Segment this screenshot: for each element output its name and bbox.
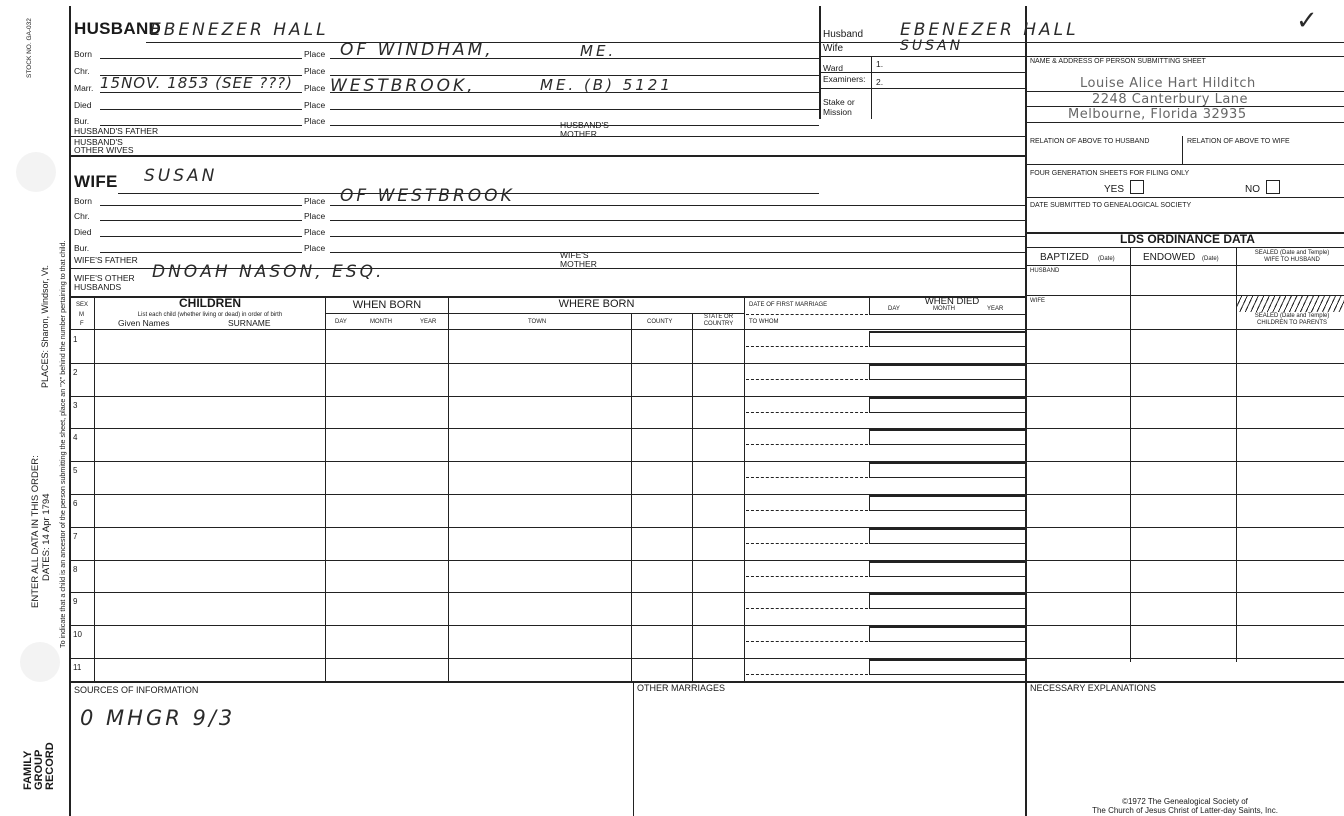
child-row-number: 2 xyxy=(73,367,78,377)
rt-wife-value: SUSAN xyxy=(900,38,964,54)
child-row-number: 1 xyxy=(73,335,78,344)
baptized-label: BAPTIZED xyxy=(1040,252,1089,263)
checkmark: ✓ xyxy=(1296,6,1318,36)
died-mid-line xyxy=(869,412,1025,413)
marriage-date-dash xyxy=(746,444,868,445)
child-row-number: 7 xyxy=(73,531,78,541)
no-label: NO xyxy=(1245,184,1260,195)
copyright-line-1: ©1972 The Genealogical Society of xyxy=(1122,797,1248,806)
other-marriages-label: OTHER MARRIAGES xyxy=(637,683,726,693)
died-mid-line xyxy=(869,641,1025,642)
marriage-date-dash xyxy=(746,543,868,544)
rt-husband-value: EBENEZER HALL xyxy=(900,20,1079,40)
row-divider xyxy=(70,363,1344,364)
row-divider xyxy=(70,396,1344,397)
died-line xyxy=(869,397,1025,399)
died-line xyxy=(869,331,1025,333)
surname-label: SURNAME xyxy=(228,318,271,328)
husband-marr-date: 15NOV. 1853 (SEE ???) xyxy=(100,74,293,92)
state-label-a: STATE OR xyxy=(703,314,734,320)
to-whom-label: TO WHOM xyxy=(749,319,779,325)
wife-died-label: Died xyxy=(74,227,92,237)
died-line xyxy=(869,528,1025,530)
husband-heading: HUSBAND xyxy=(74,19,162,38)
binder-hole-bottom xyxy=(20,642,60,682)
county-label: COUNTY xyxy=(647,319,673,325)
died-tick xyxy=(869,593,870,609)
wife-name: SUSAN xyxy=(144,166,218,186)
died-mid-line xyxy=(869,576,1025,577)
husband-born-state: ME. xyxy=(580,42,617,60)
born-year-label: YEAR xyxy=(420,319,437,325)
where-born-label: WHERE BORN xyxy=(558,298,635,310)
relation-wife-label: RELATION OF ABOVE TO WIFE xyxy=(1187,138,1290,145)
died-line xyxy=(869,495,1025,497)
sex-label: SEX xyxy=(76,302,89,308)
child-row-number: 4 xyxy=(73,433,78,443)
sex-m: M xyxy=(79,312,84,318)
given-names-label: Given Names xyxy=(118,318,170,328)
died-tick xyxy=(869,462,870,478)
binder-hole-top xyxy=(16,152,56,192)
first-marriage-label: DATE OF FIRST MARRIAGE xyxy=(749,302,828,308)
died-tick xyxy=(869,397,870,413)
state-label-b: COUNTRY xyxy=(703,321,734,327)
died-day-label: DAY xyxy=(888,306,900,312)
sex-f: F xyxy=(80,321,84,327)
husband-bur-label: Bur. xyxy=(74,116,90,126)
submitter-header: NAME & ADDRESS OF PERSON SUBMITTING SHEET xyxy=(1030,58,1206,65)
lds-wife-label: WIFE xyxy=(1030,298,1045,304)
died-line xyxy=(869,429,1025,431)
husband-chr-label: Chr. xyxy=(74,66,90,76)
child-row-number: 8 xyxy=(73,564,78,574)
submitter-city: Melbourne, Florida 32935 xyxy=(1068,107,1247,122)
sealed-wife-b: WIFE TO HUSBAND xyxy=(1264,257,1320,263)
child-row-number: 3 xyxy=(73,400,78,410)
husband-other-wives-label: HUSBAND'S OTHER WIVES xyxy=(74,137,134,155)
row-divider xyxy=(70,625,1344,626)
wife-bur-place-label: Place xyxy=(304,243,326,253)
wife-other-husbands: DNOAH NASON, ESQ. xyxy=(152,262,385,282)
husband-marr-place-label: Place xyxy=(304,83,326,93)
yes-checkbox[interactable] xyxy=(1130,180,1144,194)
died-year-label: YEAR xyxy=(987,306,1004,312)
child-row-number: 11 xyxy=(73,663,82,672)
child-row-number: 6 xyxy=(73,499,78,508)
born-day-label: DAY xyxy=(335,319,347,325)
died-line xyxy=(869,462,1025,464)
relation-husband-label: RELATION OF ABOVE TO HUSBAND xyxy=(1030,138,1150,145)
record-label: RECORD xyxy=(44,742,56,790)
submitter-street: 2248 Canterbury Lane xyxy=(1092,92,1249,107)
marriage-date-dash xyxy=(746,510,868,511)
endowed-date: (Date) xyxy=(1202,256,1219,262)
copyright-line-2: The Church of Jesus Christ of Latter-day Saints, Inc. xyxy=(1092,806,1278,815)
ward-num-1: 1. xyxy=(876,59,884,69)
husband-marr-state: ME. (B) 5121 xyxy=(540,76,673,94)
died-tick xyxy=(869,429,870,445)
died-tick xyxy=(869,561,870,577)
wife-chr-label: Chr. xyxy=(74,211,90,221)
row-divider xyxy=(70,461,1344,462)
wife-other-husbands-label: WIFE'S OTHER HUSBANDS xyxy=(74,273,135,292)
died-tick xyxy=(869,626,870,642)
stock-number: STOCK NO. GA-032 xyxy=(26,18,33,78)
ward-num-2: 2. xyxy=(876,77,884,87)
husband-father-label: HUSBAND'S FATHER xyxy=(74,126,159,136)
sealed-wife-a: SEALED (Date and Temple) xyxy=(1254,250,1330,256)
wife-heading: WIFE xyxy=(74,172,118,191)
husband-mother-label: HUSBAND'S MOTHER xyxy=(560,120,609,139)
died-mid-line xyxy=(869,674,1025,675)
rt-husband-label: Husband xyxy=(823,29,864,40)
husband-bur-place-label: Place xyxy=(304,116,326,126)
date-submitted-label: DATE SUBMITTED TO GENEALOGICAL SOCIETY xyxy=(1030,202,1192,209)
wife-mother-label: WIFE'S MOTHER xyxy=(560,250,597,269)
children-title: CHILDREN xyxy=(179,296,241,310)
husband-chr-place-label: Place xyxy=(304,66,326,76)
husband-born-label: Born xyxy=(74,49,92,59)
died-mid-line xyxy=(869,477,1025,478)
row-divider xyxy=(70,428,1344,429)
husband-born-place-label: Place xyxy=(304,49,326,59)
wife-born-place: OF WESTBROOK xyxy=(340,186,515,206)
sealed-children-b: CHILDREN TO PARENTS xyxy=(1256,320,1327,326)
wife-father-label: WIFE'S FATHER xyxy=(74,255,138,265)
endowed-label: ENDOWED xyxy=(1143,252,1196,263)
instruction-line: To indicate that a child is an ancestor of the person submitting the sheet, place an "X" behind the number pertaining to that child. xyxy=(58,240,67,648)
child-row-number: 10 xyxy=(73,630,82,640)
husband-marr-place: WESTBROOK, xyxy=(330,76,476,96)
died-month-label: MONTH xyxy=(933,306,955,312)
wife-chr-place-label: Place xyxy=(304,211,326,221)
baptized-date: (Date) xyxy=(1098,256,1115,262)
died-mid-line xyxy=(869,346,1025,347)
when-born-label: WHEN BORN xyxy=(352,299,422,311)
row-divider xyxy=(70,527,1344,528)
explanations-label: NECESSARY EXPLANATIONS xyxy=(1030,683,1157,693)
row-divider xyxy=(70,494,1344,495)
child-row-number: 9 xyxy=(73,597,78,607)
rt-wife-label: Wife xyxy=(823,43,843,54)
four-gen-label: FOUR GENERATION SHEETS FOR FILING ONLY xyxy=(1030,170,1190,177)
wife-born-place-label: Place xyxy=(304,196,326,206)
row-divider xyxy=(70,658,1344,659)
family-label: FAMILY xyxy=(22,750,34,790)
dates-line: DATES: 14 Apr 1794 xyxy=(41,493,52,581)
died-mid-line xyxy=(869,608,1025,609)
lds-husband-label: HUSBAND xyxy=(1030,268,1060,274)
died-tick xyxy=(869,331,870,347)
marriage-date-dash xyxy=(746,412,868,413)
hatched-cell xyxy=(1237,296,1344,312)
died-mid-line xyxy=(869,444,1025,445)
husband-marr-label: Marr. xyxy=(74,83,94,93)
husband-died-place-label: Place xyxy=(304,100,326,110)
died-line xyxy=(869,659,1025,661)
marriage-date-dash xyxy=(746,674,868,675)
died-tick xyxy=(869,659,870,675)
died-line xyxy=(869,561,1025,563)
died-tick xyxy=(869,528,870,544)
row-divider xyxy=(70,560,1344,561)
marriage-date-dash xyxy=(746,576,868,577)
sources-value: 0 MHGR 9/3 xyxy=(80,706,236,730)
marriage-date-dash xyxy=(746,346,868,347)
died-tick xyxy=(869,495,870,511)
marriage-date-dash xyxy=(746,608,868,609)
died-tick xyxy=(869,364,870,380)
died-line xyxy=(869,626,1025,628)
group-label: GROUP xyxy=(33,749,45,790)
child-row-number: 5 xyxy=(73,466,78,476)
examiners-label: Examiners: xyxy=(823,74,866,84)
lds-children-divider xyxy=(1026,329,1344,330)
marriage-date-dash xyxy=(746,477,868,478)
died-line xyxy=(869,364,1025,366)
wife-died-place-label: Place xyxy=(304,227,326,237)
stake-label: Stake or Mission xyxy=(823,97,855,117)
row-divider xyxy=(70,592,1344,593)
lds-title: LDS ORDINANCE DATA xyxy=(1120,232,1255,246)
no-checkbox[interactable] xyxy=(1266,180,1280,194)
died-line xyxy=(869,593,1025,595)
husband-died-label: Died xyxy=(74,100,92,110)
marriage-date-dash xyxy=(746,641,868,642)
sources-label: SOURCES OF INFORMATION xyxy=(74,685,199,695)
submitter-name: Louise Alice Hart Hilditch xyxy=(1080,76,1256,91)
died-mid-line xyxy=(869,379,1025,380)
yes-label: YES xyxy=(1104,184,1125,195)
born-month-label: MONTH xyxy=(370,319,392,325)
enter-data-line: ENTER ALL DATA IN THIS ORDER: xyxy=(30,455,41,608)
wife-born-label: Born xyxy=(74,196,92,206)
ward-label: Ward xyxy=(823,63,843,73)
died-mid-line xyxy=(869,543,1025,544)
places-line: PLACES: Sharon, Windsor, Vt. xyxy=(40,264,50,388)
when-died-label: WHEN DIED xyxy=(924,296,980,307)
sealed-children-a: SEALED (Date and Temple) xyxy=(1254,313,1330,319)
marriage-date-dash xyxy=(746,379,868,380)
town-label: TOWN xyxy=(528,319,547,325)
husband-born-place: OF WINDHAM, xyxy=(340,40,494,60)
children-instruction: List each child (whether living or dead) in order of birth xyxy=(137,312,283,318)
wife-bur-label: Bur. xyxy=(74,243,90,253)
husband-name: EBENEZER HALL xyxy=(150,20,329,40)
died-mid-line xyxy=(869,510,1025,511)
